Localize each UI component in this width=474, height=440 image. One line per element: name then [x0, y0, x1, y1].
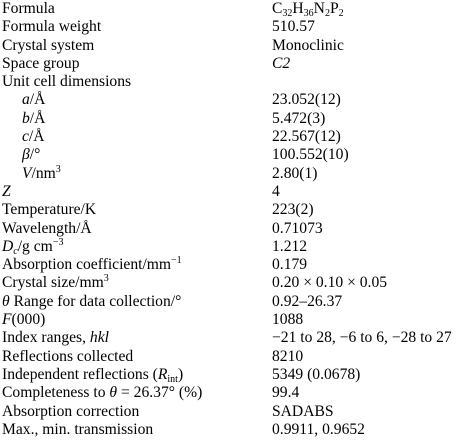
row-value: 223(2) — [272, 201, 314, 219]
row-label: Unit cell dimensions — [2, 73, 132, 91]
row-label: Independent reflections $(R_{int})$ — [2, 365, 184, 385]
row-value: 0.92–26.37 — [272, 292, 343, 310]
row-value: 22.567(12) — [272, 128, 341, 146]
table-row — [0, 73, 474, 91]
row-label: Z — [2, 182, 11, 200]
row-label: Temperature/K — [2, 201, 97, 219]
table-row — [0, 165, 474, 183]
table-row — [0, 37, 474, 55]
table-row — [0, 384, 474, 402]
table-row — [0, 91, 474, 109]
table-row — [0, 238, 474, 256]
row-value: 0.20 × 0.10 × 0.05 — [272, 274, 388, 292]
table-row — [0, 146, 474, 164]
row-label: θ Range for data collection/° — [2, 292, 182, 310]
row-label: Wavelength/Å — [2, 219, 92, 237]
row-label: Completeness to θ = 26.37° (%) — [2, 384, 203, 402]
row-label: Index ranges, hkl — [2, 329, 109, 347]
row-label: Reflections collected — [2, 347, 134, 365]
row-value: C2 — [272, 54, 291, 72]
row-label: a/Å — [22, 91, 46, 109]
row-value: 99.4 — [272, 384, 300, 402]
row-value: 100.552(10) — [272, 146, 349, 164]
table-row — [0, 274, 474, 292]
row-label: F(000) — [2, 311, 46, 329]
row-value: −21 to 28, −6 to 6, −28 to 27 — [272, 329, 452, 347]
row-label: Space group — [2, 54, 80, 72]
row-label: Formula weight — [2, 18, 102, 36]
row-value: 510.57 — [272, 18, 315, 36]
row-value: 5.472(3) — [272, 109, 326, 127]
row-value: 4 — [272, 182, 280, 200]
row-value: Monoclinic — [272, 36, 344, 54]
row-value: SADABS — [272, 402, 334, 420]
row-label: $V/nm^3$ — [22, 163, 61, 182]
row-value: 1.212 — [272, 237, 308, 255]
row-value — [272, 73, 474, 91]
table-row — [0, 256, 474, 274]
row-value: 0.9911, 0.9652 — [272, 420, 365, 438]
row-label: β/° — [22, 146, 41, 164]
row-value: 23.052(12) — [272, 91, 341, 109]
row-label: Crystal system — [2, 36, 95, 54]
row-label: Max., min. transmission — [2, 420, 154, 438]
table-row — [0, 110, 474, 128]
row-value: 0.71073 — [272, 219, 323, 237]
table-row — [0, 0, 474, 18]
table-row — [0, 183, 474, 201]
table-row — [0, 403, 474, 421]
table-row — [0, 128, 474, 146]
row-value: 2.80(1) — [272, 164, 318, 182]
table-row — [0, 220, 474, 238]
row-label: $D_c/g$ $cm^{-3}$ — [2, 236, 64, 257]
table-row — [0, 329, 474, 347]
row-label: Formula — [2, 0, 55, 17]
table-row — [0, 311, 474, 329]
row-label: Absorption coefficient/$mm^{-1}$ — [2, 255, 182, 274]
table-row — [0, 55, 474, 73]
row-label: b/Å — [22, 109, 46, 127]
row-value: 8210 — [272, 347, 304, 365]
table-row — [0, 366, 474, 384]
table-row — [0, 18, 474, 36]
row-value: 0.179 — [272, 256, 308, 274]
table-row — [0, 201, 474, 219]
row-value: $C_{32}H_{36}N_2P_2$ — [272, 0, 344, 19]
table-row — [0, 293, 474, 311]
row-label: Absorption correction — [2, 402, 140, 420]
row-label: Crystal size/$mm^3$ — [2, 273, 109, 292]
row-value: 1088 — [272, 311, 304, 329]
table-row — [0, 421, 474, 439]
row-label: c/Å — [22, 128, 45, 146]
row-value: 5349 (0.0678) — [272, 365, 361, 383]
table-row — [0, 348, 474, 366]
